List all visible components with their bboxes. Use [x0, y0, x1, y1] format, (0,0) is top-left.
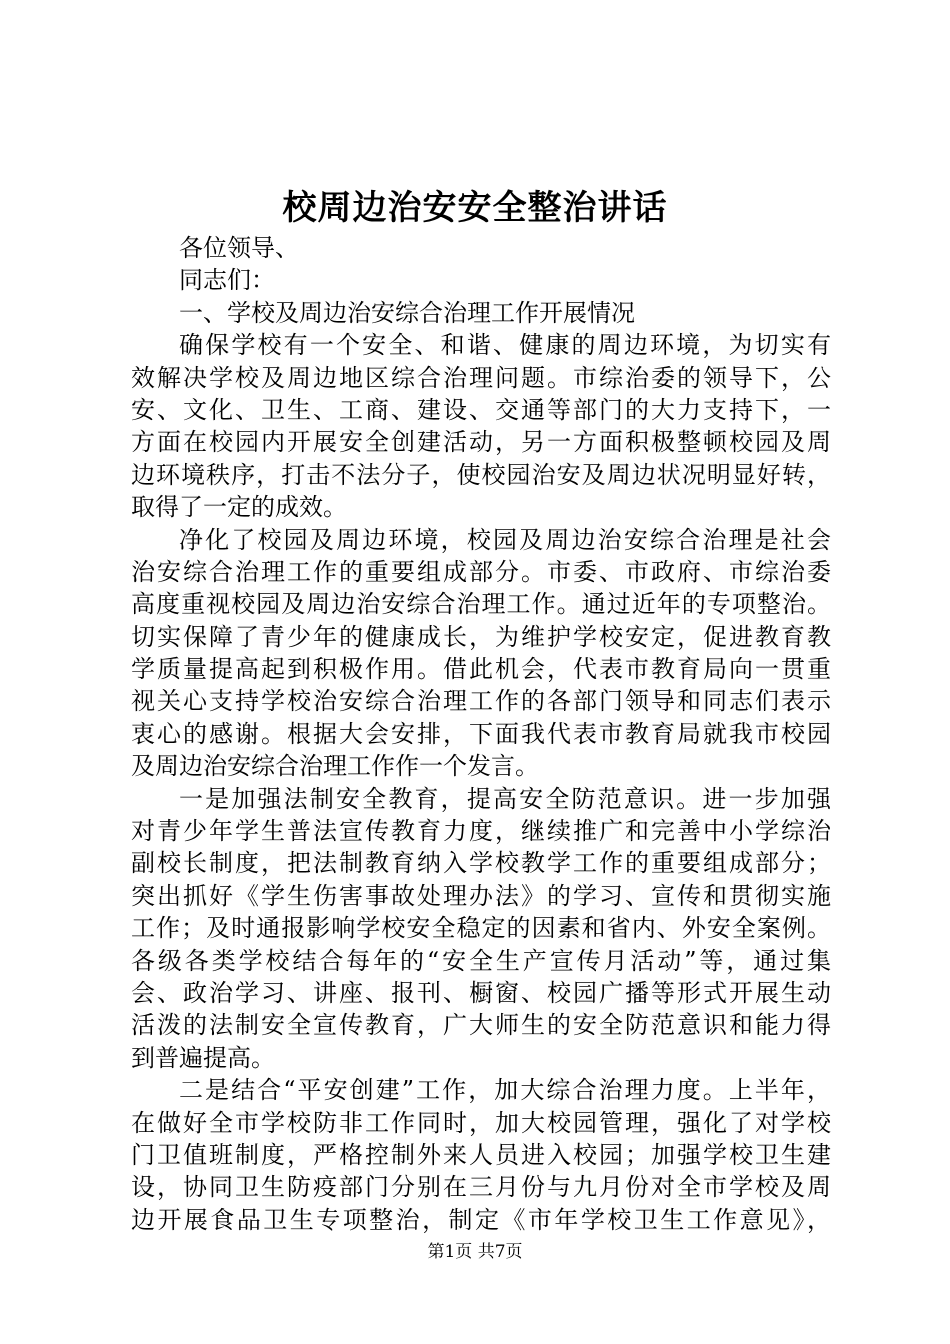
body-line: 效解决学校及周边地区综合治理问题。市综治委的领导下，公 — [131, 363, 831, 392]
body-line: 治安综合治理工作的重要组成部分。市委、市政府、市综治委 — [131, 557, 831, 586]
body-line: 取得了一定的成效。 — [131, 493, 347, 522]
body-line: 一是加强法制安全教育，提高安全防范意识。进一步加强 — [179, 784, 831, 813]
document-title: 校周边治安安全整治讲话 — [282, 188, 668, 228]
page-footer: 第1页 共7页 — [427, 1242, 523, 1262]
body-line: 在做好全市学校防非工作同时，加大校园管理，强化了对学校 — [131, 1108, 831, 1137]
body-line: 净化了校园及周边环境，校园及周边治安综合治理是社会 — [179, 525, 831, 554]
body-line: 设，协同卫生防疫部门分别在三月份与九月份对全市学校及周 — [131, 1173, 831, 1202]
body-line: 会、政治学习、讲座、报刊、橱窗、校园广播等形式开展生动 — [131, 978, 831, 1007]
body-line: 工作；及时通报影响学校安全稳定的因素和省内、外安全案例。 — [131, 914, 831, 943]
body-line: 各位领导、 — [179, 234, 299, 262]
document-body — [131, 232, 831, 1236]
body-line: 对青少年学生普法宣传教育力度，继续推广和完善中小学综治 — [131, 817, 831, 846]
body-line: 二是结合“平安创建”工作，加大综合治理力度。上半年， — [179, 1076, 831, 1105]
body-line: 边开展食品卫生专项整治，制定《市年学校卫生工作意见》， — [131, 1205, 831, 1234]
body-line: 方面在校园内开展安全创建活动，另一方面积极整顿校园及周 — [131, 428, 831, 457]
body-line: 副校长制度，把法制教育纳入学校教学工作的重要组成部分； — [131, 849, 831, 878]
body-line: 到普遍提高。 — [131, 1043, 275, 1072]
body-line: 安、文化、卫生、工商、建设、交通等部门的大力支持下，一 — [131, 395, 831, 424]
body-line: 边环境秩序，打击不法分子，使校园治安及周边状况明显好转， — [131, 460, 831, 489]
body-line: 及周边治安综合治理工作作一个发言。 — [131, 752, 539, 781]
body-line: 各级各类学校结合每年的“安全生产宣传月活动”等，通过集 — [131, 946, 831, 975]
body-line: 衷心的感谢。根据大会安排，下面我代表市教育局就我市校园 — [131, 719, 831, 748]
body-line: 一、学校及周边治安综合治理工作开展情况 — [179, 298, 635, 327]
body-line: 学质量提高起到积极作用。借此机会，代表市教育局向一贯重 — [131, 655, 831, 684]
body-line: 活泼的法制安全宣传教育，广大师生的安全防范意识和能力得 — [131, 1011, 831, 1040]
body-line: 视关心支持学校治安综合治理工作的各部门领导和同志们表示 — [131, 687, 831, 716]
body-line: 突出抓好《学生伤害事故处理办法》的学习、宣传和贯彻实施 — [131, 881, 831, 910]
body-line: 切实保障了青少年的健康成长，为维护学校安定，促进教育教 — [131, 622, 831, 651]
body-line: 同志们： — [179, 266, 275, 295]
body-line: 高度重视校园及周边治安综合治理工作。通过近年的专项整治。 — [131, 590, 831, 619]
body-line: 门卫值班制度，严格控制外来人员进入校园；加强学校卫生建 — [131, 1140, 831, 1169]
body-line: 确保学校有一个安全、和谐、健康的周边环境，为切实有 — [179, 331, 831, 360]
